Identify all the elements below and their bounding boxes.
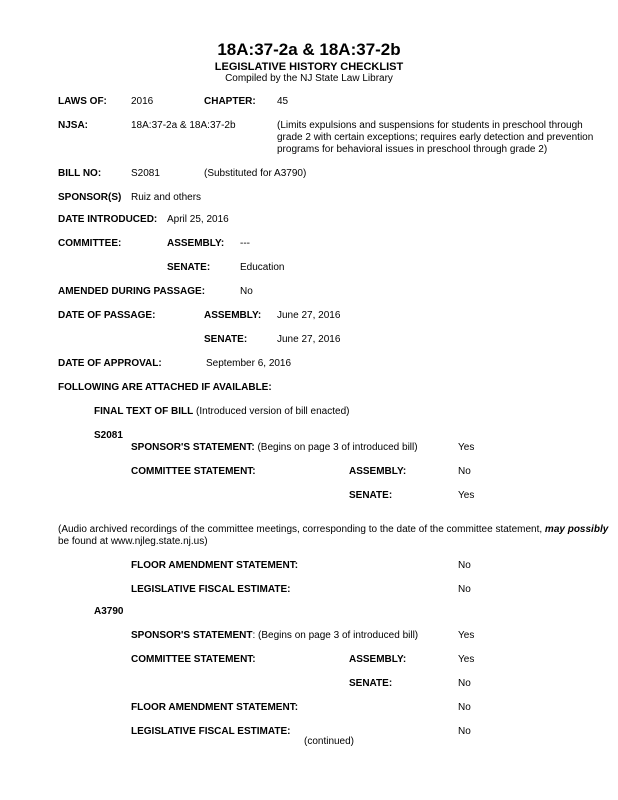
s2081-sponsor-note: (Begins on page 3 of introduced bill) <box>254 442 418 453</box>
compiled-by: Compiled by the NJ State Law Library <box>225 73 393 84</box>
njsa-value: 18A:37-2a & 18A:37-2b <box>131 120 236 131</box>
passage-senate-value: June 27, 2016 <box>277 334 341 345</box>
sponsors-value: Ruiz and others <box>131 192 202 203</box>
s2081-committee-label: COMMITTEE STATEMENT: <box>131 466 256 477</box>
bill-no-value: S2081 <box>131 168 160 179</box>
amended-label: AMENDED DURING PASSAGE: <box>58 286 206 297</box>
s2081-assembly-value: No <box>458 466 471 477</box>
njsa-label: NJSA: <box>58 120 89 131</box>
final-text-note: (Introduced version of bill enacted) <box>196 406 350 417</box>
continued-text: (continued) <box>303 736 355 747</box>
final-text-row <box>94 406 349 418</box>
s2081-senate-value: Yes <box>458 490 475 501</box>
committee-label: COMMITTEE: <box>58 238 122 249</box>
a3790-heading: A3790 <box>94 606 124 617</box>
a3790-floor-label: FLOOR AMENDMENT STATEMENT: <box>131 702 299 713</box>
a3790-assembly-label: ASSEMBLY: <box>349 654 407 665</box>
chapter-value: 45 <box>277 96 289 107</box>
page-title: 18A:37-2a & 18A:37-2b <box>217 40 401 59</box>
s2081-sponsor-statement <box>131 442 418 454</box>
date-of-passage-label: DATE OF PASSAGE: <box>58 310 156 321</box>
a3790-senate-label: SENATE: <box>349 678 393 689</box>
sponsors-label: SPONSOR(S) <box>58 192 122 203</box>
chapter-label: CHAPTER: <box>204 96 256 107</box>
a3790-committee-label: COMMITTEE STATEMENT: <box>131 654 256 665</box>
final-text-label: FINAL TEXT OF BILL <box>94 406 194 417</box>
audio-note-line: be found at www.njleg.state.nj.us) <box>58 536 208 547</box>
s2081-heading: S2081 <box>94 430 123 441</box>
a3790-sponsor-value: Yes <box>458 630 475 641</box>
date-of-approval-label: DATE OF APPROVAL: <box>58 358 162 369</box>
passage-assembly-label: ASSEMBLY: <box>204 310 262 321</box>
committee-senate-value: Education <box>240 262 285 273</box>
njsa-description-line: (Limits expulsions and suspensions for students in preschool through <box>277 120 583 131</box>
s2081-floor-value: No <box>458 560 471 571</box>
audio-note-line <box>58 524 608 536</box>
passage-senate-label: SENATE: <box>204 334 248 345</box>
committee-assembly-label: ASSEMBLY: <box>167 238 225 249</box>
following-attached-heading: FOLLOWING ARE ATTACHED IF AVAILABLE: <box>58 382 272 393</box>
laws-of-label: LAWS OF: <box>58 96 107 107</box>
audio-note-emphasis: may possibly <box>544 524 609 535</box>
a3790-fiscal-value: No <box>458 726 471 737</box>
a3790-floor-value: No <box>458 702 471 713</box>
a3790-sponsor-label: SPONSOR'S STATEMENT <box>131 630 253 641</box>
audio-note-text: (Audio archived recordings of the committee meetings, corresponding to the date of the committee statement, <box>58 524 545 535</box>
s2081-fiscal-value: No <box>458 584 471 595</box>
a3790-sponsor-note: : (Begins on page 3 of introduced bill) <box>252 630 419 641</box>
a3790-senate-value: No <box>458 678 471 689</box>
page-subtitle: LEGISLATIVE HISTORY CHECKLIST <box>214 61 404 73</box>
a3790-assembly-value: Yes <box>458 654 475 665</box>
s2081-floor-label: FLOOR AMENDMENT STATEMENT: <box>131 560 299 571</box>
date-introduced-value: April 25, 2016 <box>167 214 229 225</box>
s2081-senate-label: SENATE: <box>349 490 393 501</box>
a3790-sponsor-statement <box>131 630 418 642</box>
laws-of-value: 2016 <box>131 96 154 107</box>
njsa-description-line: programs for behavioral issues in preschool through grade 2) <box>277 144 548 155</box>
continued-note <box>0 736 618 748</box>
s2081-assembly-label: ASSEMBLY: <box>349 466 407 477</box>
a3790-fiscal-label: LEGISLATIVE FISCAL ESTIMATE: <box>131 726 291 737</box>
date-of-approval-value: September 6, 2016 <box>206 358 292 369</box>
s2081-sponsor-label: SPONSOR'S STATEMENT: <box>131 442 255 453</box>
date-introduced-label: DATE INTRODUCED: <box>58 214 158 225</box>
committee-senate-label: SENATE: <box>167 262 211 273</box>
njsa-description-line: grade 2 with certain exceptions; requires early detection and prevention <box>277 132 594 143</box>
bill-substituted-note: (Substituted for A3790) <box>204 168 307 179</box>
committee-assembly-value: --- <box>240 238 250 249</box>
bill-no-label: BILL NO: <box>58 168 102 179</box>
s2081-sponsor-value: Yes <box>458 442 475 453</box>
passage-assembly-value: June 27, 2016 <box>277 310 341 321</box>
amended-value: No <box>240 286 253 297</box>
s2081-fiscal-label: LEGISLATIVE FISCAL ESTIMATE: <box>131 584 291 595</box>
